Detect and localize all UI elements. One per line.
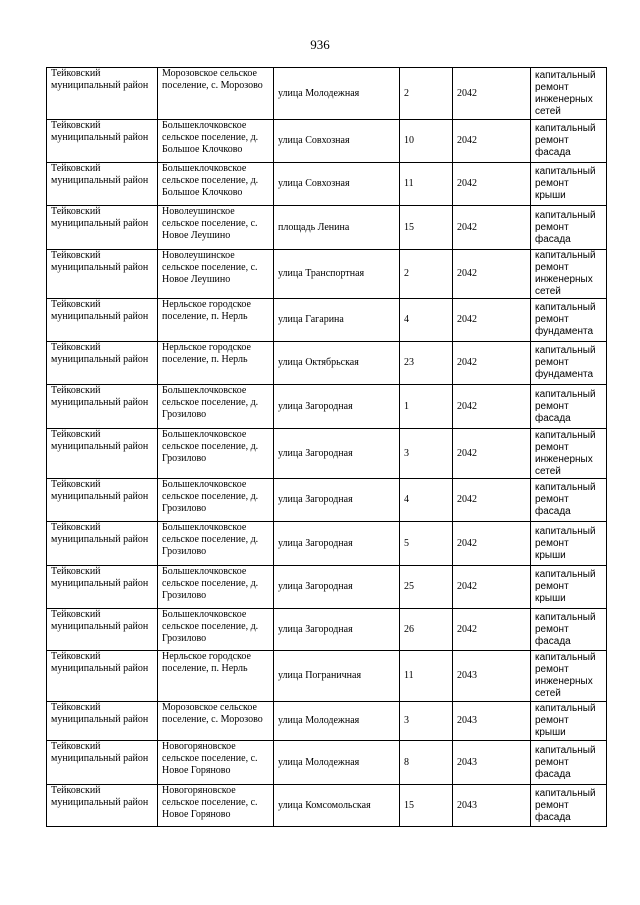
settlement-cell: Морозовское сельское поселение, с. Морозово — [158, 702, 274, 741]
street-cell: улица Загородная — [274, 609, 400, 651]
settlement-cell: Новогоряновское сельское поселение, с. Новое Горяново — [158, 785, 274, 827]
year-cell: 2043 — [453, 651, 531, 702]
year-cell: 2043 — [453, 785, 531, 827]
year-cell: 2042 — [453, 566, 531, 609]
house-number-cell: 11 — [400, 651, 453, 702]
table-row — [47, 250, 607, 299]
settlement-cell: Большеклочковское сельское поселение, д. Грозилово — [158, 429, 274, 479]
house-number-cell: 15 — [400, 206, 453, 250]
district-cell: Тейковский муниципальный район — [47, 429, 158, 479]
street-cell: улица Загородная — [274, 566, 400, 609]
street-cell: улица Транспортная — [274, 250, 400, 299]
district-cell: Тейковский муниципальный район — [47, 702, 158, 741]
house-number-cell: 11 — [400, 163, 453, 206]
house-number-cell: 26 — [400, 609, 453, 651]
house-number-cell: 4 — [400, 479, 453, 522]
year-cell: 2042 — [453, 479, 531, 522]
district-cell: Тейковский муниципальный район — [47, 741, 158, 785]
work-type-cell: капитальный ремонт фасада — [531, 785, 607, 827]
house-number-cell: 5 — [400, 522, 453, 566]
work-type-cell: капитальный ремонт фасада — [531, 741, 607, 785]
settlement-cell: Новолеушинское сельское поселение, с. Новое Леушино — [158, 250, 274, 299]
district-cell: Тейковский муниципальный район — [47, 163, 158, 206]
work-type-cell: капитальный ремонт инженерных сетей — [531, 68, 607, 120]
settlement-cell: Новогоряновское сельское поселение, с. Новое Горяново — [158, 741, 274, 785]
district-cell: Тейковский муниципальный район — [47, 566, 158, 609]
work-type-cell: капитальный ремонт инженерных сетей — [531, 429, 607, 479]
house-number-cell: 10 — [400, 120, 453, 163]
work-type-cell: капитальный ремонт инженерных сетей — [531, 250, 607, 299]
page-number: 936 — [310, 37, 330, 52]
settlement-cell: Большеклочковское сельское поселение, д. Большое Клочково — [158, 163, 274, 206]
street-cell: улица Загородная — [274, 385, 400, 429]
district-cell: Тейковский муниципальный район — [47, 299, 158, 342]
work-type-cell: капитальный ремонт крыши — [531, 702, 607, 741]
district-cell: Тейковский муниципальный район — [47, 609, 158, 651]
settlement-cell: Большеклочковское сельское поселение, д. Грозилово — [158, 385, 274, 429]
street-cell: улица Загородная — [274, 522, 400, 566]
year-cell: 2042 — [453, 429, 531, 479]
table-row — [47, 479, 607, 522]
settlement-cell: Нерльское городское поселение, п. Нерль — [158, 651, 274, 702]
table-row — [47, 385, 607, 429]
street-cell: улица Молодежная — [274, 68, 400, 120]
work-type-cell: капитальный ремонт фасада — [531, 479, 607, 522]
year-cell: 2042 — [453, 609, 531, 651]
house-number-cell: 4 — [400, 299, 453, 342]
street-cell: улица Совхозная — [274, 163, 400, 206]
street-cell: улица Загородная — [274, 479, 400, 522]
house-number-cell: 3 — [400, 702, 453, 741]
year-cell: 2042 — [453, 250, 531, 299]
street-cell: улица Совхозная — [274, 120, 400, 163]
district-cell: Тейковский муниципальный район — [47, 651, 158, 702]
year-cell: 2042 — [453, 206, 531, 250]
work-type-cell: капитальный ремонт фасада — [531, 206, 607, 250]
year-cell: 2042 — [453, 163, 531, 206]
street-cell: площадь Ленина — [274, 206, 400, 250]
settlement-cell: Большеклочковское сельское поселение, д. Грозилово — [158, 566, 274, 609]
settlement-cell: Новолеушинское сельское поселение, с. Новое Леушино — [158, 206, 274, 250]
district-cell: Тейковский муниципальный район — [47, 68, 158, 120]
year-cell: 2042 — [453, 522, 531, 566]
street-cell: улица Пограничная — [274, 651, 400, 702]
table-row — [47, 522, 607, 566]
house-number-cell: 2 — [400, 68, 453, 120]
table-row — [47, 609, 607, 651]
district-cell: Тейковский муниципальный район — [47, 785, 158, 827]
table-row — [47, 651, 607, 702]
settlement-cell: Морозовское сельское поселение, с. Морозово — [158, 68, 274, 120]
street-cell: улица Гагарина — [274, 299, 400, 342]
table-row — [47, 342, 607, 385]
district-cell: Тейковский муниципальный район — [47, 385, 158, 429]
table-row — [47, 702, 607, 741]
work-type-cell: капитальный ремонт фасада — [531, 609, 607, 651]
year-cell: 2042 — [453, 68, 531, 120]
table-row — [47, 120, 607, 163]
table-row — [47, 785, 607, 827]
settlement-cell: Нерльское городское поселение, п. Нерль — [158, 299, 274, 342]
settlement-cell: Большеклочковское сельское поселение, д. Большое Клочково — [158, 120, 274, 163]
work-type-cell: капитальный ремонт инженерных сетей — [531, 651, 607, 702]
house-number-cell: 25 — [400, 566, 453, 609]
settlement-cell: Большеклочковское сельское поселение, д. Грозилово — [158, 522, 274, 566]
street-cell: улица Молодежная — [274, 702, 400, 741]
street-cell: улица Молодежная — [274, 741, 400, 785]
district-cell: Тейковский муниципальный район — [47, 522, 158, 566]
work-type-cell: капитальный ремонт фасада — [531, 385, 607, 429]
year-cell: 2043 — [453, 741, 531, 785]
work-type-cell: капитальный ремонт крыши — [531, 163, 607, 206]
settlement-cell: Большеклочковское сельское поселение, д. Грозилово — [158, 609, 274, 651]
district-cell: Тейковский муниципальный район — [47, 250, 158, 299]
table-row — [47, 68, 607, 120]
year-cell: 2042 — [453, 120, 531, 163]
table-row — [47, 429, 607, 479]
street-cell: улица Загородная — [274, 429, 400, 479]
work-type-cell: капитальный ремонт фундамента — [531, 299, 607, 342]
year-cell: 2042 — [453, 385, 531, 429]
work-type-cell: капитальный ремонт фасада — [531, 120, 607, 163]
house-number-cell: 1 — [400, 385, 453, 429]
district-cell: Тейковский муниципальный район — [47, 342, 158, 385]
street-cell: улица Октябрьская — [274, 342, 400, 385]
district-cell: Тейковский муниципальный район — [47, 120, 158, 163]
district-cell: Тейковский муниципальный район — [47, 479, 158, 522]
work-type-cell: капитальный ремонт фундамента — [531, 342, 607, 385]
house-number-cell: 3 — [400, 429, 453, 479]
table-row — [47, 163, 607, 206]
repair-schedule-table — [46, 67, 607, 827]
year-cell: 2042 — [453, 299, 531, 342]
year-cell: 2042 — [453, 342, 531, 385]
year-cell: 2043 — [453, 702, 531, 741]
settlement-cell: Нерльское городское поселение, п. Нерль — [158, 342, 274, 385]
house-number-cell: 8 — [400, 741, 453, 785]
house-number-cell: 23 — [400, 342, 453, 385]
house-number-cell: 2 — [400, 250, 453, 299]
settlement-cell: Большеклочковское сельское поселение, д. Грозилово — [158, 479, 274, 522]
district-cell: Тейковский муниципальный район — [47, 206, 158, 250]
table-row — [47, 566, 607, 609]
table-row — [47, 299, 607, 342]
table-row — [47, 741, 607, 785]
street-cell: улица Комсомольская — [274, 785, 400, 827]
house-number-cell: 15 — [400, 785, 453, 827]
work-type-cell: капитальный ремонт крыши — [531, 566, 607, 609]
work-type-cell: капитальный ремонт крыши — [531, 522, 607, 566]
table-row — [47, 206, 607, 250]
